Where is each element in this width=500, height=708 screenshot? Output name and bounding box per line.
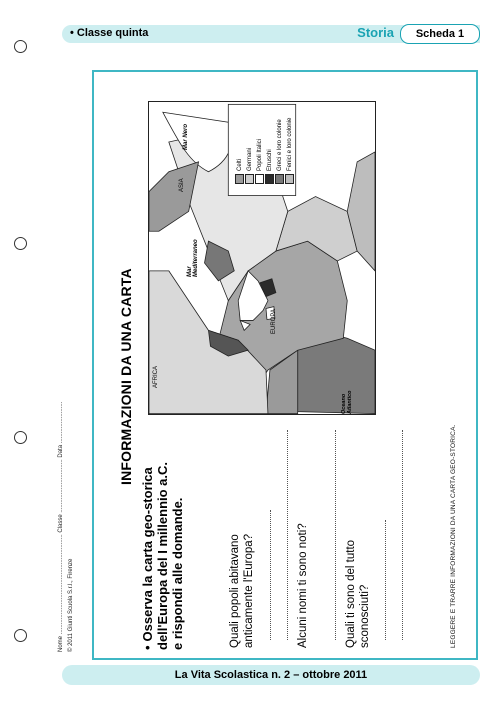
legend-swatch	[235, 174, 244, 184]
grade-label: • Classe quinta	[70, 27, 149, 39]
map-label-europa: EUROPA	[271, 309, 277, 334]
question-2: Alcuni nomi ti sono noti?	[297, 523, 309, 648]
legend-swatch	[255, 174, 264, 184]
map-label-mar-nero: Mar Nero	[183, 123, 189, 150]
map-label-asia: ASIA	[179, 178, 185, 192]
answer-line[interactable]	[402, 430, 403, 640]
page-footer: La Vita Scolastica n. 2 – ottobre 2011	[62, 665, 480, 685]
instruction-text	[140, 460, 185, 650]
question-3: Quali ti sono del tutto sconosciuti?	[345, 539, 371, 648]
legend-item-italici: Popoli Italici	[255, 139, 264, 184]
legend-swatch	[285, 174, 294, 184]
bullet-icon: •	[140, 645, 155, 650]
legend-item-greci: Greci e loro colonie	[275, 119, 284, 184]
historical-map	[148, 101, 376, 415]
page-header	[62, 25, 480, 43]
binder-hole	[14, 629, 27, 642]
answer-line[interactable]	[335, 430, 336, 640]
legend-swatch	[265, 174, 274, 184]
binder-hole	[14, 237, 27, 250]
worksheet-title: INFORMAZIONI DA UNA CARTA	[118, 268, 134, 485]
legend-item-germani: Germani	[245, 148, 254, 184]
subject-label: Storia	[357, 25, 394, 40]
legend-swatch	[245, 174, 254, 184]
legend-swatch	[275, 174, 284, 184]
answer-line[interactable]	[287, 430, 288, 640]
copyright-notice: © 2011 Giunti Scuola S.r.l., Firenze	[68, 558, 74, 652]
binder-hole	[14, 40, 27, 53]
region-asia	[149, 162, 199, 231]
legend-item-etruschi: Etruschi	[265, 149, 274, 184]
instruction-body: Osserva la carta geo-storica dell'Europa del I millennio a.C. e rispondi alle domande.	[140, 461, 185, 650]
answer-line[interactable]	[385, 520, 386, 640]
sheet-number-badge: Scheda 1	[400, 24, 480, 44]
question-1: Quali popoli abitavano anticamente l'Europa?	[229, 533, 255, 648]
map-label-africa: AFRICA	[153, 365, 159, 388]
learning-objective-note: LEGGERE E TRARRE INFORMAZIONI DA UNA CARTA GEO-STORICA.	[450, 424, 457, 648]
binder-hole	[14, 431, 27, 444]
map-label-oceano-atlantico: Oceano Atlantico	[341, 390, 353, 414]
legend-item-celti: Celti	[235, 159, 244, 184]
map-label-mar-mediterraneo: Mar Mediterraneo	[187, 239, 199, 277]
legend-item-fenici: Fenici e loro colonie	[285, 118, 294, 184]
student-info-line: Nome ............................................................ Classe ................................ Data .........................	[58, 401, 64, 652]
answer-line[interactable]	[270, 510, 271, 640]
